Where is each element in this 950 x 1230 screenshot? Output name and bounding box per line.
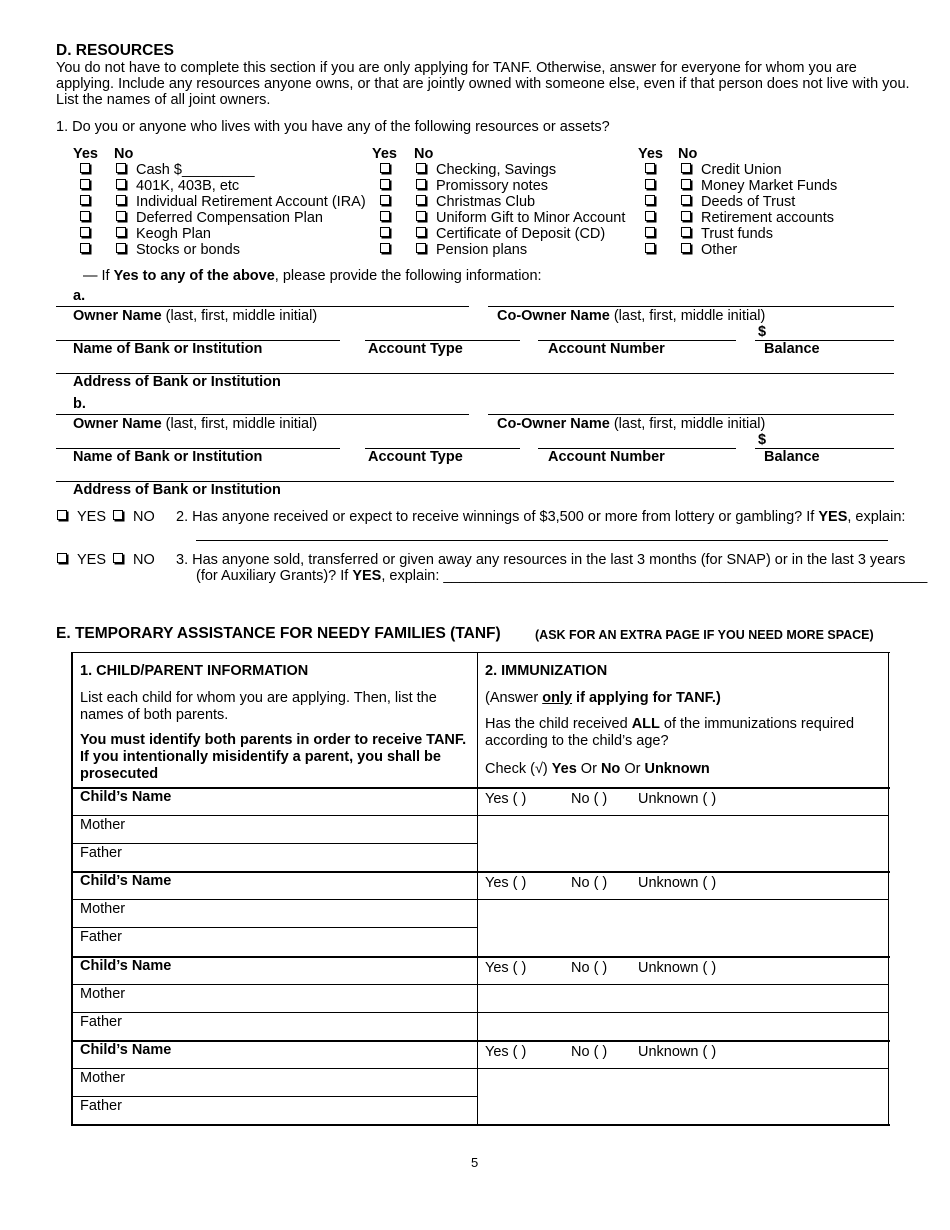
child-parent-heading: 1. CHILD/PARENT INFORMATION	[80, 663, 309, 679]
immunization-unknown-option[interactable]: Unknown ( )	[638, 960, 717, 976]
father-row-border	[71, 1012, 477, 1013]
account-number-b-label: Account Number	[548, 449, 665, 465]
checkbox-icon[interactable]	[57, 553, 67, 563]
if-yes-instruction: — If Yes to any of the above, please provide the following information:	[83, 268, 542, 284]
section-d-intro-line1: You do not have to complete this section if you are only applying for TANF. Otherwise, answer for everyone for whom you are	[56, 60, 857, 76]
q2-no-option[interactable]: NO	[113, 509, 155, 525]
checkbox-icon[interactable]	[80, 243, 90, 253]
col2-resource-item[interactable]	[416, 226, 605, 242]
checkbox-icon[interactable]	[57, 510, 67, 520]
table-right-border	[888, 652, 889, 1126]
checkbox-icon[interactable]	[113, 553, 123, 563]
mother-row-border	[71, 984, 477, 985]
checkbox-icon[interactable]	[416, 211, 426, 221]
resource-label: Uniform Gift to Minor Account	[436, 210, 626, 226]
col1-resource-item[interactable]	[116, 226, 211, 242]
resource-label: Stocks or bonds	[136, 242, 240, 258]
immunization-no-option[interactable]: No ( )	[571, 791, 608, 807]
checkbox-icon[interactable]	[645, 163, 655, 173]
col1-resource-item[interactable]	[116, 178, 239, 194]
question-2: 2. Has anyone received or expect to receive winnings of $3,500 or more from lottery or gambling? If YES, explain:	[176, 509, 906, 525]
mother-field[interactable]: Mother	[80, 817, 126, 833]
checkbox-icon[interactable]	[645, 195, 655, 205]
child-row-top-border	[71, 787, 890, 789]
col1-yes-checkbox[interactable]	[80, 242, 100, 258]
child-name-field[interactable]: Child’s Name	[80, 958, 172, 974]
col2-yes-checkbox[interactable]	[380, 242, 400, 258]
col2-yes-checkbox[interactable]	[380, 162, 400, 178]
mother-row-border	[71, 1068, 477, 1069]
father-row-border	[71, 927, 477, 928]
checkbox-icon[interactable]	[645, 243, 655, 253]
mother-row-border	[71, 899, 477, 900]
section-d-intro-line2: applying. Include any resources anyone owns, or that are jointly owned with someone else, even if that person does not live with you.	[56, 76, 910, 92]
col3-resource-item[interactable]	[681, 242, 737, 258]
checkbox-icon[interactable]	[80, 227, 90, 237]
checkbox-icon[interactable]	[113, 510, 123, 520]
bank-name-a-label: Name of Bank or Institution	[73, 341, 263, 357]
owner-a-label: Owner Name (last, first, middle initial)	[73, 308, 318, 324]
checkbox-icon[interactable]	[380, 163, 390, 173]
father-row-border	[71, 1096, 477, 1097]
child-parent-instructions: List each child for whom you are applying. Then, list the names of both parents.	[80, 690, 437, 723]
checkbox-icon[interactable]	[416, 195, 426, 205]
resource-label: Pension plans	[436, 242, 528, 258]
checkbox-icon[interactable]	[681, 195, 691, 205]
checkbox-icon[interactable]	[80, 211, 90, 221]
col3-resource-item[interactable]	[681, 194, 795, 210]
col2-yes-checkbox[interactable]	[380, 194, 400, 210]
resource-label: Credit Union	[701, 162, 782, 178]
checkbox-icon[interactable]	[116, 243, 126, 253]
checkbox-icon[interactable]	[681, 211, 691, 221]
father-field[interactable]: Father	[80, 1098, 122, 1114]
immunization-heading: 2. IMMUNIZATION	[485, 663, 608, 679]
resource-label: Deeds of Trust	[701, 194, 796, 210]
col2-resource-item[interactable]	[416, 178, 548, 194]
father-field[interactable]: Father	[80, 845, 122, 861]
immunization-sub-border	[477, 1012, 889, 1013]
checkbox-icon[interactable]	[645, 227, 655, 237]
resource-label: Other	[701, 242, 738, 258]
father-field[interactable]: Father	[80, 1014, 122, 1030]
col2-resource-item[interactable]	[416, 194, 535, 210]
immunization-row-border	[477, 984, 889, 985]
bank-address-b-label: Address of Bank or Institution	[73, 482, 281, 498]
resource-label: Christmas Club	[436, 194, 536, 210]
resource-label: Promissory notes	[436, 178, 549, 194]
dollar-a: $	[758, 324, 767, 340]
col3-resource-item[interactable]	[681, 162, 782, 178]
resource-label: Cash $_________	[136, 162, 255, 178]
account-a-label: a.	[73, 288, 86, 304]
col1-no-header: No	[114, 146, 134, 162]
child-name-field[interactable]: Child’s Name	[80, 873, 172, 889]
checkbox-icon[interactable]	[80, 179, 90, 189]
checkbox-icon[interactable]	[80, 195, 90, 205]
checkbox-icon[interactable]	[380, 211, 390, 221]
owner-a-line[interactable]	[56, 306, 469, 307]
checkbox-icon[interactable]	[416, 179, 426, 189]
father-field[interactable]: Father	[80, 929, 122, 945]
resource-label: Money Market Funds	[701, 178, 838, 194]
checkbox-icon[interactable]	[681, 163, 691, 173]
checkbox-icon[interactable]	[416, 163, 426, 173]
table-bottom-border	[71, 1124, 890, 1126]
child-row-top-border	[71, 1040, 890, 1042]
col3-yes-checkbox[interactable]	[645, 226, 665, 242]
child-row-top-border	[71, 956, 890, 958]
col3-yes-header: Yes	[638, 146, 663, 162]
immunization-row-border	[477, 899, 889, 900]
question-3-line1: 3. Has anyone sold, transferred or given away any resources in the last 3 months (for SNAP) or in the last 3 years	[176, 552, 906, 568]
col2-no-header: No	[414, 146, 434, 162]
checkbox-icon[interactable]	[681, 227, 691, 237]
checkbox-icon[interactable]	[681, 179, 691, 189]
immunization-yes-option[interactable]: Yes ( )	[485, 960, 527, 976]
col3-resource-item[interactable]	[681, 178, 837, 194]
col1-resource-item[interactable]	[116, 194, 366, 210]
col3-yes-checkbox[interactable]	[645, 210, 665, 226]
section-d-title: D. RESOURCES	[56, 42, 174, 59]
immunization-row-border	[477, 1068, 889, 1069]
checkbox-icon[interactable]	[380, 227, 390, 237]
immunization-check-instruction: Check (√) Yes Or No Or Unknown	[485, 761, 710, 777]
col3-resource-item[interactable]	[681, 226, 773, 242]
col2-yes-checkbox[interactable]	[380, 210, 400, 226]
col3-resource-item[interactable]	[681, 210, 834, 226]
immunization-unknown-option[interactable]: Unknown ( )	[638, 1044, 717, 1060]
mother-field[interactable]: Mother	[80, 986, 126, 1002]
resource-label: Keogh Plan	[136, 226, 211, 242]
checkbox-icon[interactable]	[416, 227, 426, 237]
checkbox-icon[interactable]	[380, 179, 390, 189]
coowner-a-line[interactable]	[488, 306, 894, 307]
col3-yes-checkbox[interactable]	[645, 178, 665, 194]
col2-resource-item[interactable]	[416, 162, 556, 178]
child-name-field[interactable]: Child’s Name	[80, 789, 172, 805]
account-type-b-label: Account Type	[368, 449, 463, 465]
immunization-note: (Answer only if applying for TANF.)	[485, 690, 721, 706]
dollar-b: $	[758, 432, 767, 448]
col2-resource-item[interactable]	[416, 210, 625, 226]
coowner-b-label: Co-Owner Name (last, first, middle initial)	[497, 416, 766, 432]
col1-yes-checkbox[interactable]	[80, 162, 100, 178]
father-row-border	[71, 843, 477, 844]
child-parent-warning: You must identify both parents in order to receive TANF. If you intentionally misidentify a parent, you shall be prosecuted	[80, 732, 467, 782]
checkbox-icon[interactable]	[116, 195, 126, 205]
col3-yes-checkbox[interactable]	[645, 242, 665, 258]
col2-yes-checkbox[interactable]	[380, 178, 400, 194]
account-b-label: b.	[73, 396, 86, 412]
q2-explain-line[interactable]	[196, 540, 888, 541]
section-d-intro-line3: List the names of all joint owners.	[56, 92, 271, 108]
col3-yes-checkbox[interactable]	[645, 194, 665, 210]
bank-name-b-label: Name of Bank or Institution	[73, 449, 263, 465]
immunization-yes-option[interactable]: Yes ( )	[485, 875, 527, 891]
section-e-title: E. TEMPORARY ASSISTANCE FOR NEEDY FAMILIES (TANF)	[56, 625, 501, 642]
bank-address-a-label: Address of Bank or Institution	[73, 374, 281, 390]
checkbox-icon[interactable]	[116, 211, 126, 221]
q2-yes-option[interactable]: YES	[57, 509, 106, 525]
col2-resource-item[interactable]	[416, 242, 527, 258]
coowner-a-label: Co-Owner Name (last, first, middle initial)	[497, 308, 766, 324]
balance-b-label: Balance	[764, 449, 820, 465]
account-type-a-label: Account Type	[368, 341, 463, 357]
immunization-question: Has the child received ALL of the immunizations required according to the child’s age?	[485, 716, 855, 749]
checkbox-icon[interactable]	[116, 227, 126, 237]
immunization-yes-option[interactable]: Yes ( )	[485, 1044, 527, 1060]
owner-b-line[interactable]	[56, 414, 469, 415]
mother-row-border	[71, 815, 477, 816]
col1-yes-checkbox[interactable]	[80, 178, 100, 194]
col2-yes-header: Yes	[372, 146, 397, 162]
col1-yes-checkbox[interactable]	[80, 194, 100, 210]
mother-field[interactable]: Mother	[80, 1070, 126, 1086]
col1-resource-item[interactable]	[116, 210, 323, 226]
checkbox-icon[interactable]	[645, 211, 655, 221]
resource-label: Trust funds	[701, 226, 773, 242]
immunization-unknown-option[interactable]: Unknown ( )	[638, 791, 717, 807]
checkbox-icon[interactable]	[380, 195, 390, 205]
balance-a-label: Balance	[764, 341, 820, 357]
resource-label: Retirement accounts	[701, 210, 834, 226]
immunization-yes-option[interactable]: Yes ( )	[485, 791, 527, 807]
account-number-a-label: Account Number	[548, 341, 665, 357]
immunization-unknown-option[interactable]: Unknown ( )	[638, 875, 717, 891]
col1-resource-item[interactable]	[116, 242, 240, 258]
col3-no-header: No	[678, 146, 698, 162]
col1-yes-header: Yes	[73, 146, 98, 162]
resource-label: Certificate of Deposit (CD)	[436, 226, 606, 242]
col1-yes-checkbox[interactable]	[80, 226, 100, 242]
checkbox-icon[interactable]	[681, 243, 691, 253]
col1-yes-checkbox[interactable]	[80, 210, 100, 226]
col2-yes-checkbox[interactable]	[380, 226, 400, 242]
section-e-note: (ASK FOR AN EXTRA PAGE IF YOU NEED MORE SPACE)	[535, 628, 874, 642]
resource-label: Checking, Savings	[436, 162, 557, 178]
owner-b-label: Owner Name (last, first, middle initial)	[73, 416, 318, 432]
checkbox-icon[interactable]	[80, 163, 90, 173]
q3-yes-option[interactable]: YES	[57, 552, 106, 568]
child-row-top-border	[71, 871, 890, 873]
page-number: 5	[471, 1155, 479, 1170]
resource-label: 401K, 403B, etc	[136, 178, 240, 194]
coowner-b-line[interactable]	[488, 414, 894, 415]
checkbox-icon[interactable]	[116, 163, 126, 173]
immunization-no-option[interactable]: No ( )	[571, 875, 608, 891]
checkbox-icon[interactable]	[416, 243, 426, 253]
table-left-border	[71, 652, 73, 1126]
col3-yes-checkbox[interactable]	[645, 162, 665, 178]
checkbox-icon[interactable]	[645, 179, 655, 189]
mother-field[interactable]: Mother	[80, 901, 126, 917]
table-middle-divider	[477, 652, 478, 1126]
resource-label: Deferred Compensation Plan	[136, 210, 323, 226]
resource-label: Individual Retirement Account (IRA)	[136, 194, 366, 210]
checkbox-icon[interactable]	[380, 243, 390, 253]
immunization-no-option[interactable]: No ( )	[571, 1044, 608, 1060]
question-3-line2: (for Auxiliary Grants)? If YES, explain: ____________________________________________________________	[196, 568, 928, 584]
col1-resource-item[interactable]	[116, 162, 255, 178]
immunization-no-option[interactable]: No ( )	[571, 960, 608, 976]
immunization-row-border	[477, 815, 889, 816]
child-name-field[interactable]: Child’s Name	[80, 1042, 172, 1058]
checkbox-icon[interactable]	[116, 179, 126, 189]
question-1: 1. Do you or anyone who lives with you have any of the following resources or assets?	[56, 119, 610, 135]
q3-no-option[interactable]: NO	[113, 552, 155, 568]
table-top-border	[71, 652, 890, 653]
